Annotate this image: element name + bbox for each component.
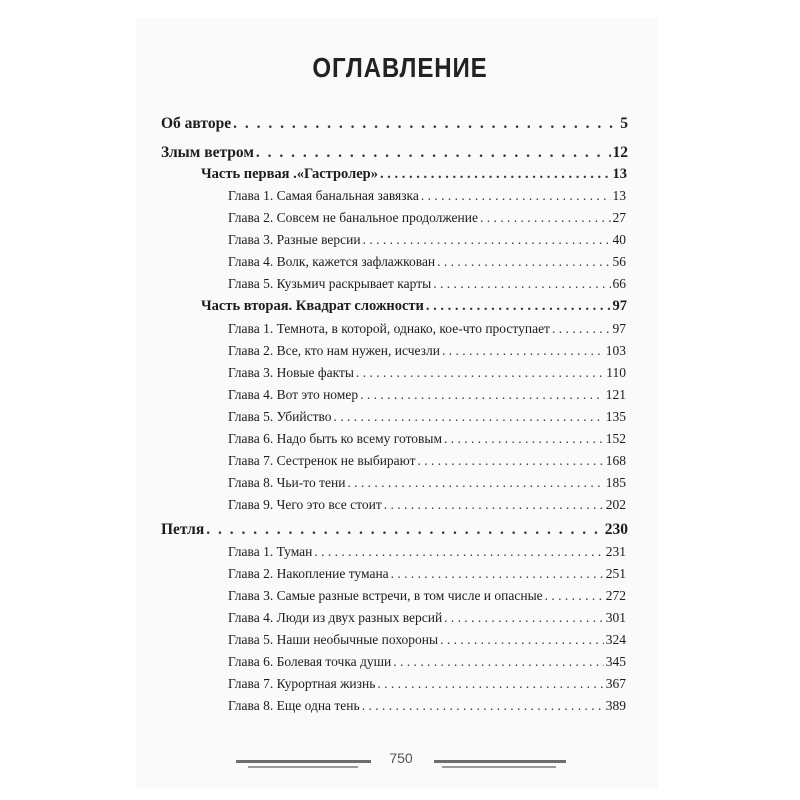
toc-page-number: 12 [612,144,628,161]
footer-rule-right [434,760,566,763]
toc-page-number: 97 [612,298,627,314]
toc-page-number: 103 [605,343,626,358]
toc-entry-title: Глава 8. Чьи-то тени [228,475,346,490]
dot-leader [426,299,611,314]
toc-entry-title: Об авторе [161,115,232,132]
dot-leader [421,189,611,203]
toc-page-number: 367 [605,676,626,691]
toc-page-number: 251 [605,566,626,581]
toc-entry-title: Глава 1. Самая банальная завязка [228,188,419,203]
toc-page-number: 56 [612,254,626,269]
toc-page-number: 152 [605,431,626,446]
toc-entry-title: Глава 7. Курортная жизнь [228,676,376,691]
toc-page-number: 5 [620,115,628,132]
toc-page-number: 121 [605,387,626,402]
toc-entry-title: Глава 2. Совсем не банальное продолжение [228,210,478,225]
toc-section-entry [161,522,628,538]
toc-page-number: 97 [612,321,626,336]
toc-chapter-entry [228,211,626,225]
dot-leader [444,611,604,625]
toc-entry-title: Глава 6. Болевая точка души [228,654,392,669]
toc-entry-title: Глава 1. Туман [228,544,313,559]
dot-leader [377,677,603,691]
dot-leader [384,498,604,512]
toc-page-number: 13 [612,188,626,203]
toc-chapter-entry [228,388,626,402]
dot-leader [440,633,604,647]
dot-leader [437,255,610,269]
toc-page-number: 202 [605,497,626,512]
toc-entry-title: Глава 8. Еще одна тень [228,698,360,713]
toc-section-entry [161,145,628,161]
footer-rule-right-underline [442,766,556,768]
dot-leader [393,655,603,669]
toc-entry-title: Глава 4. Вот это номер [228,387,359,402]
toc-entry-title: Глава 5. Убийство [228,409,332,424]
dot-leader [360,388,604,402]
dot-leader [444,432,604,446]
toc-part-entry [201,299,627,314]
toc-page-number: 168 [605,453,626,468]
toc-chapter-entry [228,633,626,647]
toc-entry-title: Глава 4. Волк, кажется зафлажкован [228,254,436,269]
dot-leader [356,366,604,380]
toc-page-number: 185 [605,475,626,490]
toc-entry-title: Часть первая .«Гастролер» [201,166,378,182]
toc-page-number: 230 [604,521,628,538]
toc-entry-title: Глава 9. Чего это все стоит [228,497,382,512]
toc-chapter-entry [228,410,626,424]
toc-chapter-entry [228,322,626,336]
dot-leader [442,344,604,358]
toc-chapter-entry [228,699,626,713]
dot-leader [433,277,610,291]
page-title: ОГЛАВЛЕНИЕ [312,52,488,83]
dot-leader [545,589,604,603]
footer-rule-left-underline [248,766,358,768]
toc-entry-title: Часть вторая. Квадрат сложности [201,298,424,314]
dot-leader [363,233,611,247]
toc-entry-title: Глава 3. Новые факты [228,365,354,380]
toc-entry-title: Глава 5. Кузьмич раскрывает карты [228,276,432,291]
toc-chapter-entry [228,677,626,691]
toc-part-entry [201,167,627,182]
toc-entry-title: Глава 6. Надо быть ко всему готовым [228,431,443,446]
toc-entry-title: Петля [161,521,205,538]
toc-page-number: 389 [605,698,626,713]
toc-page-number: 324 [605,632,626,647]
toc-chapter-entry [228,366,626,380]
toc-chapter-entry [228,589,626,603]
dot-leader [206,522,603,538]
toc-chapter-entry [228,567,626,581]
toc-page-number: 110 [606,365,626,380]
toc-page-number: 272 [605,588,626,603]
toc-page-number: 27 [612,210,626,225]
toc-page-number: 231 [605,544,626,559]
toc-entry-title: Глава 7. Сестренок не выбирают [228,453,416,468]
toc-chapter-entry [228,454,626,468]
footer-rule-left [236,760,371,763]
toc-page-number: 135 [605,409,626,424]
toc-entry-title: Глава 2. Все, кто нам нужен, исчезли [228,343,440,358]
toc-chapter-entry [228,655,626,669]
toc-chapter-entry [228,277,626,291]
toc-entry-title: Глава 1. Темнота, в которой, однако, кое-что проступает [228,321,550,336]
dot-leader [480,211,611,225]
toc-page-number: 13 [612,166,627,182]
toc-page-number: 345 [605,654,626,669]
toc-entry-title: Злым ветром [161,144,254,161]
toc-chapter-entry [228,545,626,559]
toc-entry-title: Глава 3. Самые разные встречи, в том числе и опасные [228,588,543,603]
toc-chapter-entry [228,189,626,203]
toc-section-entry [161,116,628,132]
toc-chapter-entry [228,344,626,358]
footer-page-number: 750 [389,750,413,766]
toc-page-number: 66 [612,276,626,291]
dot-leader [256,145,611,161]
toc-chapter-entry [228,476,626,490]
toc-chapter-entry [228,255,626,269]
toc-entry-title: Глава 4. Люди из двух разных версий [228,610,443,625]
dot-leader [380,167,611,182]
dot-leader [391,567,604,581]
toc-page-number: 40 [612,232,626,247]
toc-chapter-entry [228,611,626,625]
dot-leader [362,699,604,713]
toc-entry-title: Глава 3. Разные версии [228,232,361,247]
toc-chapter-entry [228,498,626,512]
toc-entry-title: Глава 2. Накопление тумана [228,566,389,581]
toc-chapter-entry [228,432,626,446]
dot-leader [334,410,604,424]
dot-leader [314,545,603,559]
dot-leader [347,476,603,490]
dot-leader [417,454,603,468]
toc-page-number: 301 [605,610,626,625]
toc-entry-title: Глава 5. Наши необычные похороны [228,632,439,647]
toc-chapter-entry [228,233,626,247]
dot-leader [233,116,618,132]
dot-leader [552,322,611,336]
